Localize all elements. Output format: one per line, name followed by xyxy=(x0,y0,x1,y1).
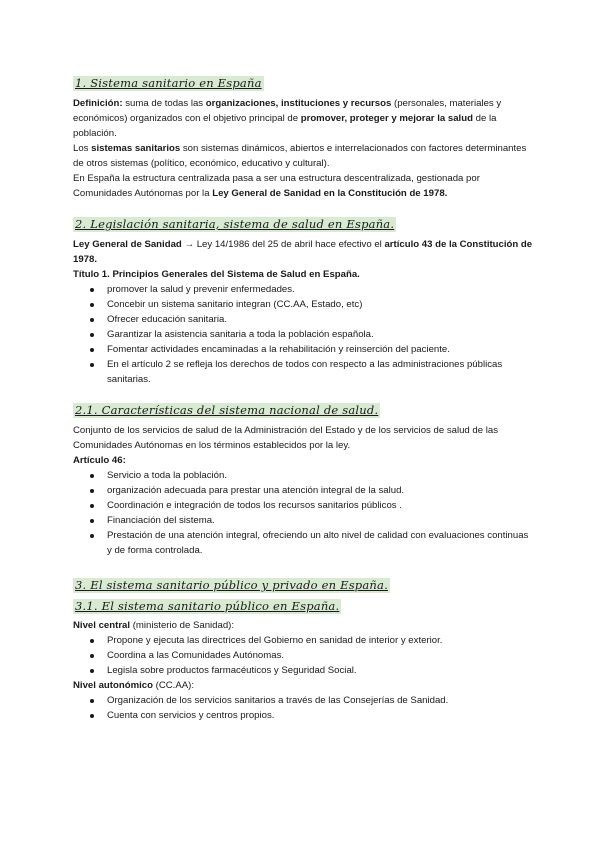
title-1-line: Título 1. Principios Generales del Sistema de Salud en España. xyxy=(73,269,360,280)
law-text: → Ley 14/1986 del 25 de abril hace efectivo el xyxy=(181,239,385,250)
article-46-list xyxy=(73,468,533,558)
section-3-heading: 3. El sistema sanitario público y privado en España. xyxy=(75,578,388,592)
systems-text-2: son sistemas dinámicos, abiertos e interrelacionados con factores determinantes de otros sistemas (político, económico, educativo y cultural). xyxy=(73,143,527,169)
definition-text-3: de la población. xyxy=(73,113,497,139)
autonomic-level-list xyxy=(73,693,533,723)
spain-bold: Ley General de Sanidad en la Constitución de 1978. xyxy=(212,188,448,199)
central-level-label: Nivel central xyxy=(73,620,131,631)
systems-paragraph xyxy=(73,141,533,171)
list-item: Organización de los servicios sanitarios a través de las Consejerías de Sanidad. xyxy=(107,693,533,708)
definition-label: Definición: xyxy=(73,98,123,109)
definition-text-2: (personales, materiales y económicos) organizados con el objetivo principal de xyxy=(73,98,502,124)
autonomic-level-label: Nivel autonómico xyxy=(73,680,153,691)
systems-bold: sistemas sanitarios xyxy=(91,143,181,154)
definition-paragraph xyxy=(73,96,533,141)
list-item: En el artículo 2 se refleja los derechos de todos con respecto a las administraciones públicas sanitarias. xyxy=(107,357,533,387)
list-item: Legisla sobre productos farmacéuticos y Seguridad Social. xyxy=(107,663,533,678)
central-level-text: (ministerio de Sanidad): xyxy=(130,620,235,631)
autonomic-level-text: (CC.AA): xyxy=(152,680,195,691)
law-paragraph xyxy=(73,237,533,267)
list-item: organización adecuada para prestar una atención integral de la salud. xyxy=(107,483,533,498)
central-level-line xyxy=(73,618,533,633)
spain-text: En España la estructura centralizada pasa a ser una estructura descentralizada, gestionada por Comunidades Autónomas por la xyxy=(73,173,480,199)
list-item: Prestación de una atención integral, ofreciendo un alto nivel de calidad con evaluaciones continuas y de forma controlada. xyxy=(107,528,533,558)
section-2-heading: 2. Legislación sanitaria, sistema de salud en España. xyxy=(75,217,395,231)
list-item: Servicio a toda la población. xyxy=(107,468,533,483)
list-item: Propone y ejecuta las directrices del Gobierno en sanidad de interior y exterior. xyxy=(107,633,533,648)
list-item: Concebir un sistema sanitario integran (CC.AA, Estado, etc) xyxy=(107,297,533,312)
list-item: Financiación del sistema. xyxy=(107,513,533,528)
list-item: Garantizar la asistencia sanitaria a toda la población española. xyxy=(107,327,533,342)
document-content xyxy=(73,74,533,723)
section-1-heading: 1. Sistema sanitario en España xyxy=(75,76,262,90)
characteristics-intro: Conjunto de los servicios de salud de la Administración del Estado y de los servicios de salud de las Comunidades Autónomas en los términos establecidos por la ley. xyxy=(73,425,499,451)
systems-text-1: Los xyxy=(73,143,92,154)
autonomic-level-line xyxy=(73,678,533,693)
list-item: Coordinación e integración de todos los recursos sanitarios públicos . xyxy=(107,498,533,513)
list-item: Ofrecer educación sanitaria. xyxy=(107,312,533,327)
central-level-list xyxy=(73,633,533,678)
law-bold-1: Ley General de Sanidad xyxy=(73,239,182,250)
list-item: Fomentar actividades encaminadas a la rehabilitación y reinserción del paciente. xyxy=(107,342,533,357)
principles-list xyxy=(73,282,533,387)
law-bold-2: artículo 43 de la Constitución de 1978. xyxy=(73,239,533,265)
list-item: promover la salud y prevenir enfermedades. xyxy=(107,282,533,297)
definition-bold-1: organizaciones, instituciones y recursos xyxy=(205,98,392,109)
definition-text-1: suma de todas las xyxy=(122,98,206,109)
section-3-1-heading: 3.1. El sistema sanitario público en España. xyxy=(75,599,340,613)
section-2-1-heading: 2.1. Características del sistema nacional de salud. xyxy=(75,403,379,417)
list-item: Coordina a las Comunidades Autónomas. xyxy=(107,648,533,663)
list-item: Cuenta con servicios y centros propios. xyxy=(107,708,533,723)
article-46-label: Artículo 46: xyxy=(73,455,126,466)
definition-bold-2: promover, proteger y mejorar la salud xyxy=(300,113,473,124)
spain-paragraph xyxy=(73,171,533,201)
